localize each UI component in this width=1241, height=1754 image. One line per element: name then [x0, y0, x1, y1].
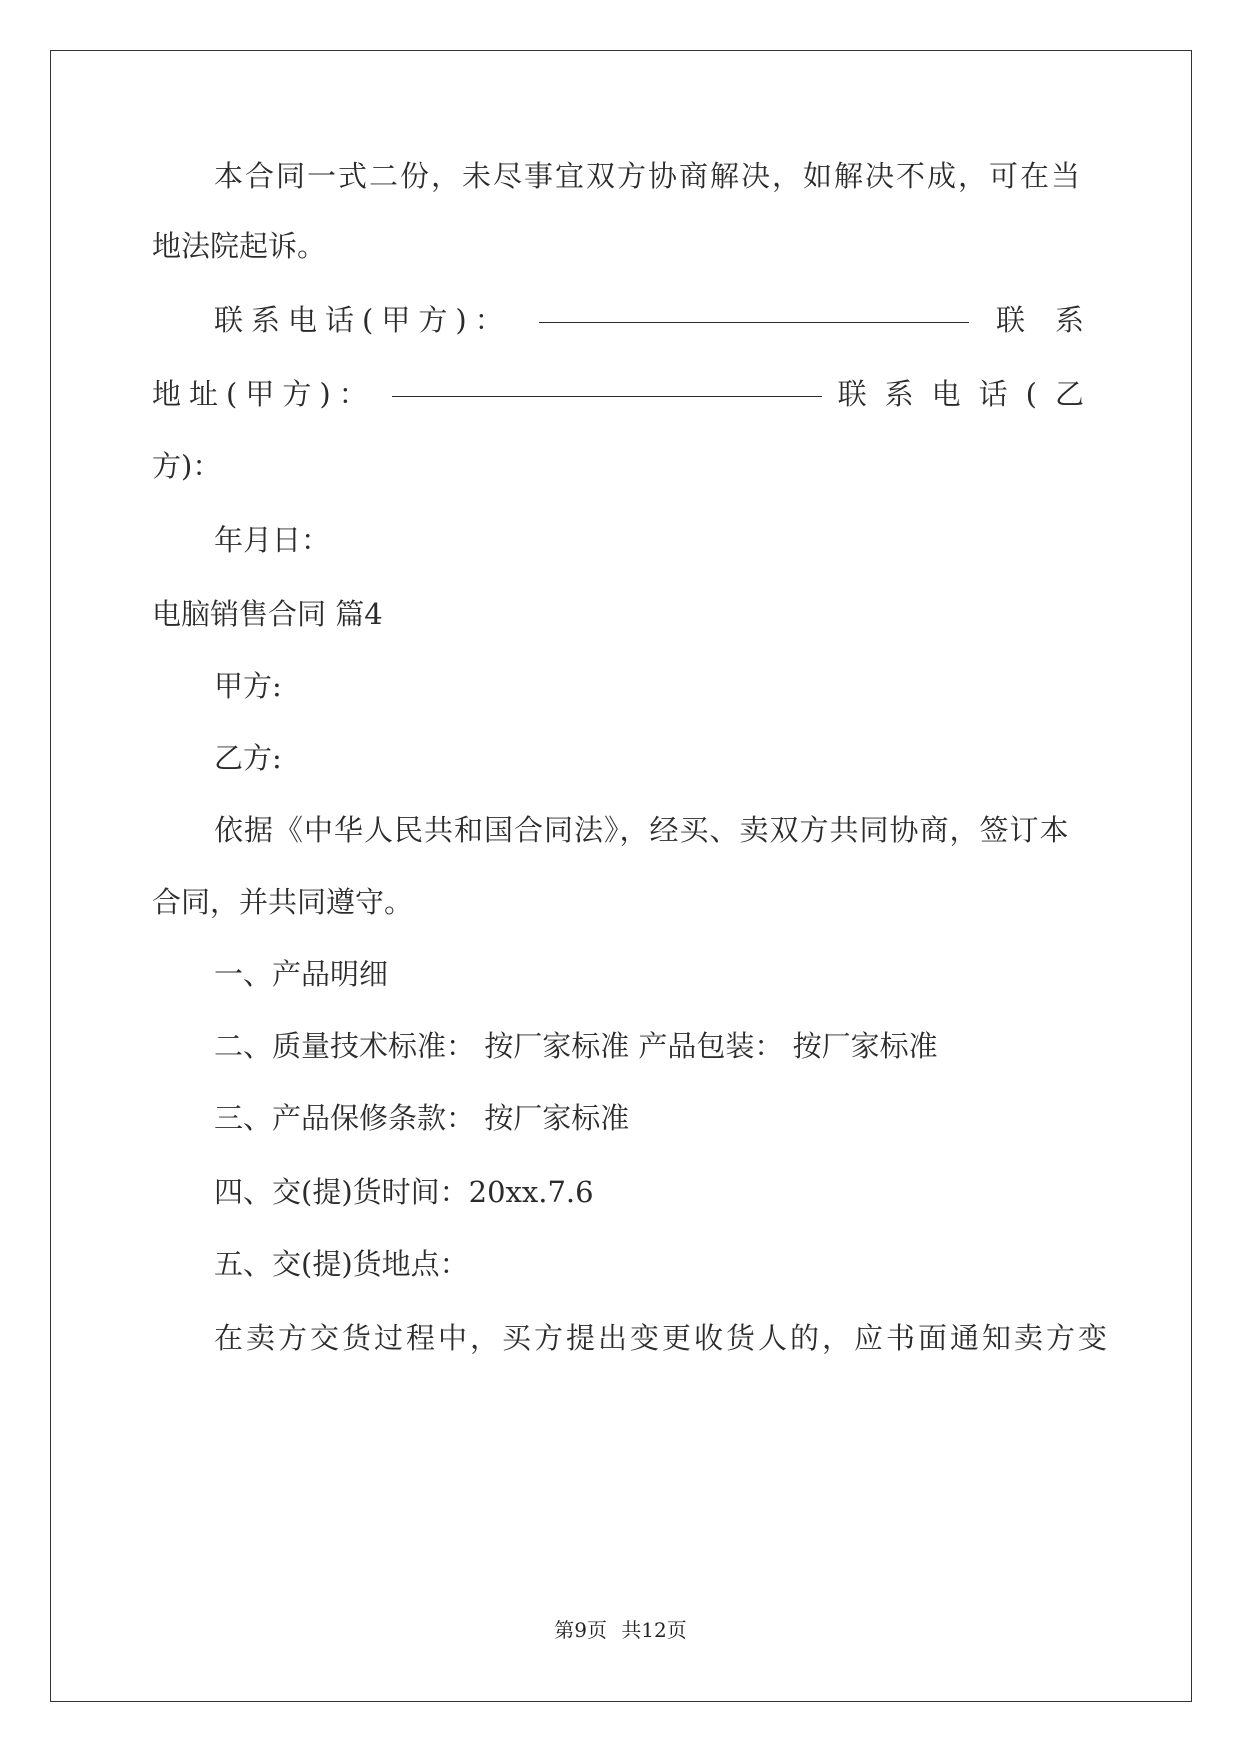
address-a-blank[interactable] — [392, 374, 822, 397]
page-footer — [0, 1614, 1241, 1643]
paragraph-line: 合同，并共同遵守。 — [152, 885, 414, 919]
contact-line-2 — [152, 374, 1102, 414]
clause-line: 四、交(提)货时间：20xx.7.6 — [214, 1175, 594, 1209]
phone-a-label: 联系电话(甲方)： — [214, 303, 512, 337]
phone-a-blank[interactable] — [539, 300, 969, 323]
clause-line: 一、产品明细 — [214, 957, 389, 991]
paragraph-line: 地法院起诉。 — [152, 229, 327, 263]
clause-line: 三、产品保修条款： 按厂家标准 — [214, 1101, 630, 1135]
party-a-line: 甲方: — [214, 669, 282, 703]
date-line: 年月日： — [214, 523, 331, 557]
paragraph-line: 本合同一式二份，未尽事宜双方协商解决，如解决不成，可在当 — [214, 159, 1083, 193]
paragraph-line: 方)： — [152, 449, 222, 483]
section-heading: 电脑销售合同 篇4 — [152, 597, 383, 631]
page-number: 第9页 — [554, 1618, 607, 1642]
phone-b-label: 联系电话(乙 — [837, 377, 1102, 411]
page-border — [50, 50, 1192, 1702]
paragraph-line: 依据《中华人民共和国合同法》，经买、卖双方共同协商，签订本 — [214, 813, 1070, 847]
address-label-part: 联系 — [995, 303, 1114, 337]
clause-line: 五、交(提)货地点： — [214, 1247, 469, 1281]
address-a-label: 地址(甲方)： — [152, 377, 376, 411]
page-total: 共12页 — [621, 1618, 687, 1642]
contact-line-1 — [214, 300, 1114, 340]
clause-line: 二、质量技术标准： 按厂家标准 产品包装： 按厂家标准 — [214, 1029, 938, 1063]
party-b-line: 乙方: — [214, 741, 282, 775]
paragraph-line: 在卖方交货过程中，买方提出变更收货人的，应书面通知卖方变 — [214, 1321, 1111, 1355]
